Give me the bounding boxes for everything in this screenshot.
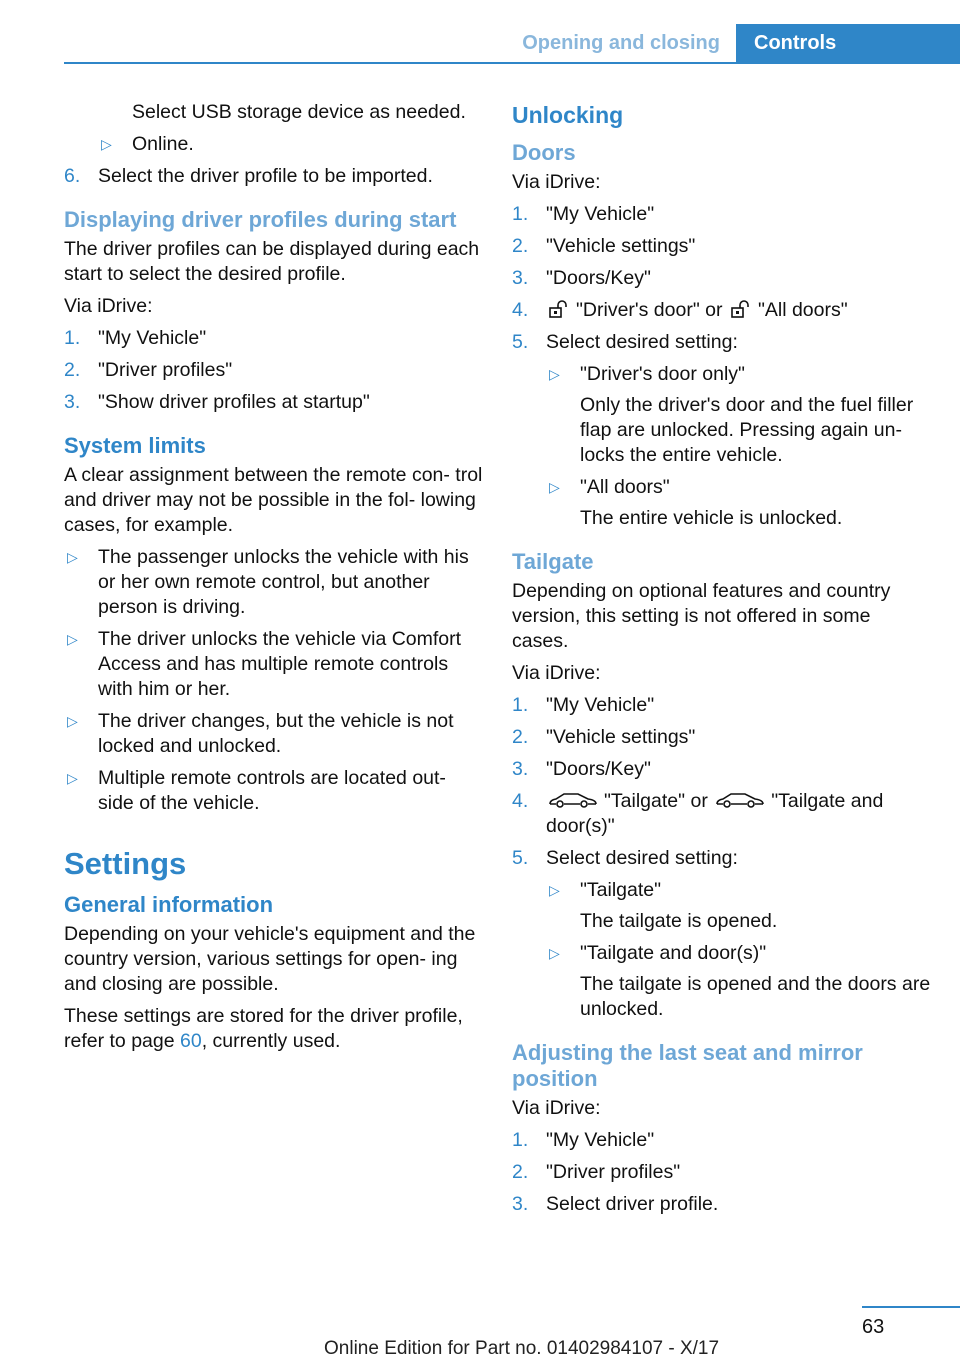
paragraph: Depending on optional features and country version, this setting is not offered in some cases.	[512, 580, 891, 652]
list-item: 2. "Vehicle settings"	[512, 726, 696, 748]
section-heading-general-info: General information	[64, 892, 274, 917]
right-column	[512, 100, 932, 1224]
section-heading-system-limits: System limits	[64, 433, 206, 458]
doors-steps	[512, 202, 932, 355]
section-heading-display-profiles: Displaying driver profiles during start	[64, 207, 457, 232]
list-item: ▷ "All doors" The entire vehicle is unlocked.	[549, 476, 843, 529]
list-item: 2. "Driver profiles"	[512, 1161, 681, 1183]
triangle-bullet-icon: ▷	[67, 713, 78, 729]
car-tailgate-icon	[715, 791, 765, 809]
continued-steps	[64, 164, 484, 189]
limits-bullets	[64, 545, 484, 816]
seat-steps	[512, 1128, 932, 1217]
paragraph: The driver profiles can be displayed during each start to select the desired profile.	[64, 238, 480, 285]
page-number: 63	[862, 1316, 885, 1338]
triangle-bullet-icon: ▷	[67, 549, 78, 565]
via-idrive: Via iDrive:	[512, 171, 601, 193]
footer-rule	[862, 1306, 960, 1308]
list-item: ▷ "Driver's door only" Only the driver's door and the fuel filler flap are unlocked. Pressing again un‐ locks the entire vehicle.	[549, 363, 914, 466]
paragraph: A clear assignment between the remote con‐ trol and driver may not be possible in the fol‐ lowing cases, for example.	[64, 464, 483, 536]
list-item: 5. Select desired setting:	[512, 847, 738, 869]
list-item: 6. Select the driver profile to be imported.	[64, 165, 433, 187]
triangle-bullet-icon: ▷	[549, 366, 560, 382]
display-steps	[64, 326, 484, 415]
page-reference-link[interactable]: 60	[180, 1030, 202, 1052]
subheading-tailgate: Tailgate	[512, 549, 594, 574]
list-item: 1. "My Vehicle"	[512, 694, 655, 716]
list-item: ▷ Online.	[101, 133, 194, 155]
list-item: 2. "Driver profiles"	[64, 359, 233, 381]
page-header	[64, 24, 960, 64]
list-item: ▷ "Tailgate" The tailgate is opened.	[549, 879, 778, 932]
continued-bullets	[64, 132, 484, 157]
via-idrive: Via iDrive:	[512, 662, 601, 684]
section-heading-unlocking: Unlocking	[512, 102, 624, 128]
unlock-icon	[548, 300, 570, 318]
car-tailgate-icon	[548, 791, 598, 809]
list-item: 3. "Doors/Key"	[512, 758, 651, 780]
paragraph: Depending on your vehicle's equipment and the country version, various settings for open‐ ing and closing are possible.	[64, 923, 476, 995]
left-column	[64, 100, 484, 1061]
tailgate-steps	[512, 693, 932, 871]
list-item: 1. "My Vehicle"	[512, 1129, 655, 1151]
triangle-bullet-icon: ▷	[101, 136, 112, 152]
paragraph: These settings are stored for the driver profile, refer to page 60, currently used.	[64, 1005, 463, 1052]
tailgate-options	[512, 878, 932, 1022]
list-item: 3. "Doors/Key"	[512, 267, 651, 289]
doors-options	[512, 362, 932, 531]
list-item: 4. "Tailgate" or "Tailgate and door(s)"	[512, 790, 884, 837]
list-item: 3. Select driver profile.	[512, 1193, 719, 1215]
chapter-heading-settings: Settings	[64, 846, 187, 881]
triangle-bullet-icon: ▷	[67, 631, 78, 647]
list-item: ▷ "Tailgate and door(s)" The tailgate is opened and the doors are unlocked.	[549, 942, 931, 1020]
continued-text: Select USB storage device as needed.	[132, 101, 466, 123]
triangle-bullet-icon: ▷	[549, 945, 560, 961]
via-idrive: Via iDrive:	[512, 1097, 601, 1119]
list-item: ▷ Multiple remote controls are located out‐ side of the vehicle.	[67, 767, 446, 814]
list-item: ▷ The passenger unlocks the vehicle with his or her own remote control, but another person is driving.	[67, 546, 469, 618]
list-item: 1. "My Vehicle"	[512, 203, 655, 225]
list-item: 2. "Vehicle settings"	[512, 235, 696, 257]
list-item: ▷ The driver changes, but the vehicle is not locked and unlocked.	[67, 710, 454, 757]
unlock-icon	[730, 300, 752, 318]
subheading-doors: Doors	[512, 140, 576, 165]
triangle-bullet-icon: ▷	[67, 770, 78, 786]
subheading-seat-mirror: Adjusting the last seat and mirror position	[512, 1040, 863, 1091]
triangle-bullet-icon: ▷	[549, 479, 560, 495]
list-item: 4. "Driver's door" or "All doors"	[512, 299, 848, 321]
triangle-bullet-icon: ▷	[549, 882, 560, 898]
via-idrive: Via iDrive:	[64, 295, 153, 317]
header-section-title: Opening and closing	[522, 32, 720, 54]
list-item: 3. "Show driver profiles at startup"	[64, 391, 370, 413]
list-item: ▷ The driver unlocks the vehicle via Comfort Access and has multiple remote controls with him or her.	[67, 628, 462, 700]
header-chapter-tab: Controls	[736, 24, 960, 62]
edition-footer: Online Edition for Part no. 01402984107 - X/17	[324, 1338, 720, 1359]
list-item: 5. Select desired setting:	[512, 331, 738, 353]
list-item: 1. "My Vehicle"	[64, 327, 207, 349]
